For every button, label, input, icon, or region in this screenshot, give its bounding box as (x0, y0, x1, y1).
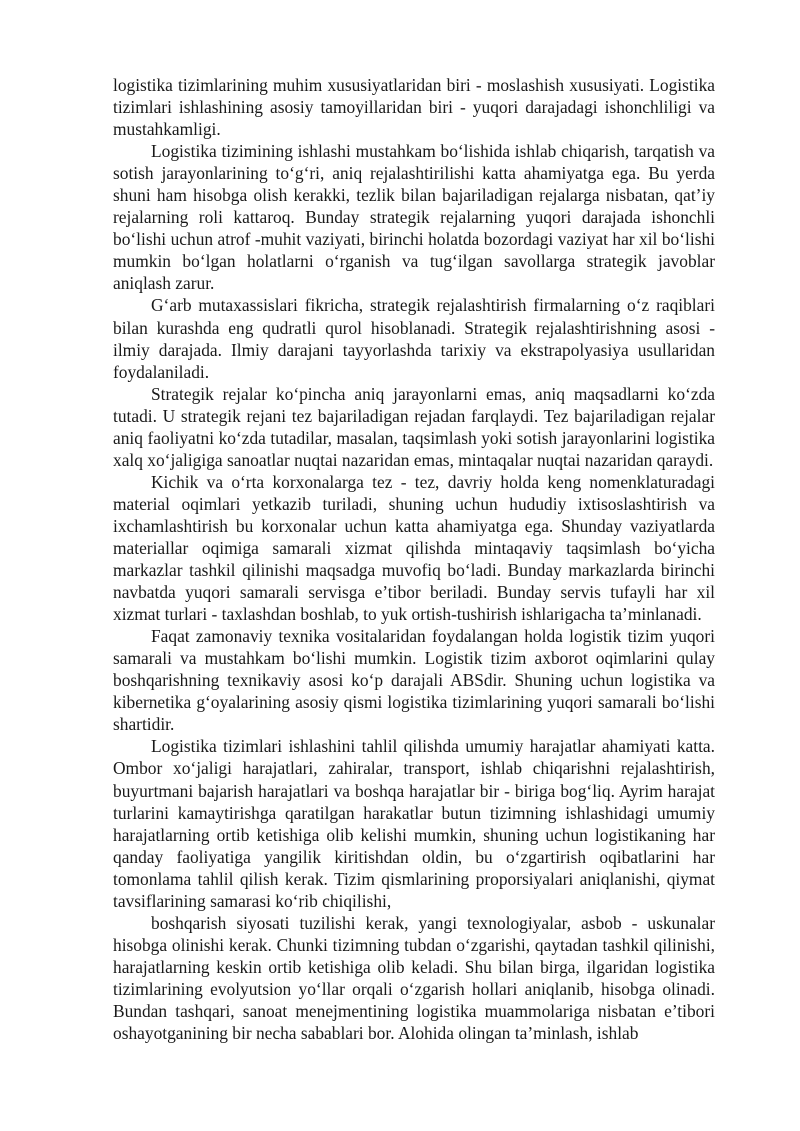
paragraph-1: logistika tizimlarining muhim xususiyatlaridan biri - moslashish xususiyati. Logistika tizimlari ishlashining asosiy tamoyillaridan biri - yuqori darajadagi ishonchliligi va mustahkamligi. (113, 75, 715, 140)
paragraph-7: Logistika tizimlari ishlashini tahlil qilishda umumiy harajatlar ahamiyati katta. Ombor xo‘jaligi harajatlari, zahiralar, transport, ishlab chiqarishni rejalashtirish, buyurtmani bajarish harajatlari va boshqa harajatlar bir - biriga bog‘liq. Ayrim harajat turlarini kamaytirishga qaratilgan harakatlar butun tizimning ishlashidagi umumiy harajatlarning ortib ketishiga olib kelishi mumkin, shuning uchun logistikaning har qanday faoliyatiga yangilik kiritishdan oldin, bu o‘zgartirish oqibatlarini har tomonlama tahlil qilish kerak. Tizim qismlarining proporsiyalari aniqlanishi, qiymat tavsiflarining samarasi ko‘rib chiqilishi, (113, 736, 715, 911)
paragraph-3: G‘arb mutaxassislari fikricha, strategik rejalashtirish firmalarning o‘z raqiblari bilan kurashda eng qudratli qurol hisoblanadi. Strategik rejalashtirishning asosi - ilmiy darajada. Ilmiy darajani tayyorlashda tarixiy va ekstrapolyasiya usullaridan foydalaniladi. (113, 295, 715, 382)
paragraph-5: Kichik va o‘rta korxonalarga tez - tez, davriy holda keng nomenklaturadagi material oqimlari yetkazib turiladi, shuning uchun hududiy ixtisoslashtirish va ixchamlashtirish bu korxonalar uchun katta ahamiyatga ega. Shunday vaziyatlarda materiallar oqimiga samarali xizmat qilishda mintaqaviy taqsimlash bo‘yicha markazlar tashkil qilinishi maqsadga muvofiq bo‘ladi. Bunday markazlarda birinchi navbatda yuqori samarali servisga e’tibor beriladi. Bunday servis tufayli har xil xizmat turlari - taxlashdan boshlab, to yuk ortish-tushirish ishlarigacha ta’minlanadi. (113, 471, 715, 625)
paragraph-4: Strategik rejalar ko‘pincha aniq jarayonlarni emas, aniq maqsadlarni ko‘zda tutadi. U strategik rejani tez bajariladigan rejadan farqlaydi. Tez bajariladigan rejalar aniq faoliyatni ko‘zda tutadilar, masalan, taqsimlash yoki sotish jarayonlarini logistika xalq xo‘jaligiga sanoatlar nuqtai nazaridan emas, mintaqalar nuqtai nazaridan qaraydi. (113, 383, 715, 470)
paragraph-2: Logistika tizimining ishlashi mustahkam bo‘lishida ishlab chiqarish, tarqatish va sotish jarayonlarining to‘g‘ri, aniq rejalashtirilishi katta ahamiyatga ega. Bu yerda shuni ham hisobga olish kerakki, tezlik bilan bajariladigan rejalarga nisbatan, qat’iy rejalarning roli kattaroq. Bunday strategik rejalarning yuqori darajada ishonchli bo‘lishi uchun atrof -muhit vaziyati, birinchi holatda bozordagi vaziyat har xil bo‘lishi mumkin bo‘lgan holatlarni o‘rganish va tug‘ilgan savollarga strategik javoblar aniqlash zarur. (113, 141, 715, 294)
paragraph-8: boshqarish siyosati tuzilishi kerak, yangi texnologiyalar, asbob - uskunalar hisobga olinishi kerak. Chunki tizimning tubdan o‘zgarishi, qaytadan tashkil qilinishi, harajatlarning keskin ortib ketishiga olib keladi. Shu bilan birga, ilgaridan logistika tizimlarining evolyutsion yo‘llar orqali o‘zgarish hollari aniqlanib, hisobga olinadi. Bundan tashqari, sanoat menejmentining logistika muammolariga nisbatan e’tibori oshayotganining bir necha sabablari bor. Alohida olingan ta’minlash, ishlab (113, 912, 715, 1044)
paragraph-6: Faqat zamonaviy texnika vositalaridan foydalangan holda logistik tizim yuqori samarali va mustahkam bo‘lishi mumkin. Logistik tizim axborot oqimlarini qulay boshqarishning texnikaviy asosi ko‘p darajali ABSdir. Shuning uchun logistika va kibernetika g‘oyalarining asosiy qismi logistika tizimlarining yuqori samarali bo‘lishi shartidir. (113, 626, 715, 735)
